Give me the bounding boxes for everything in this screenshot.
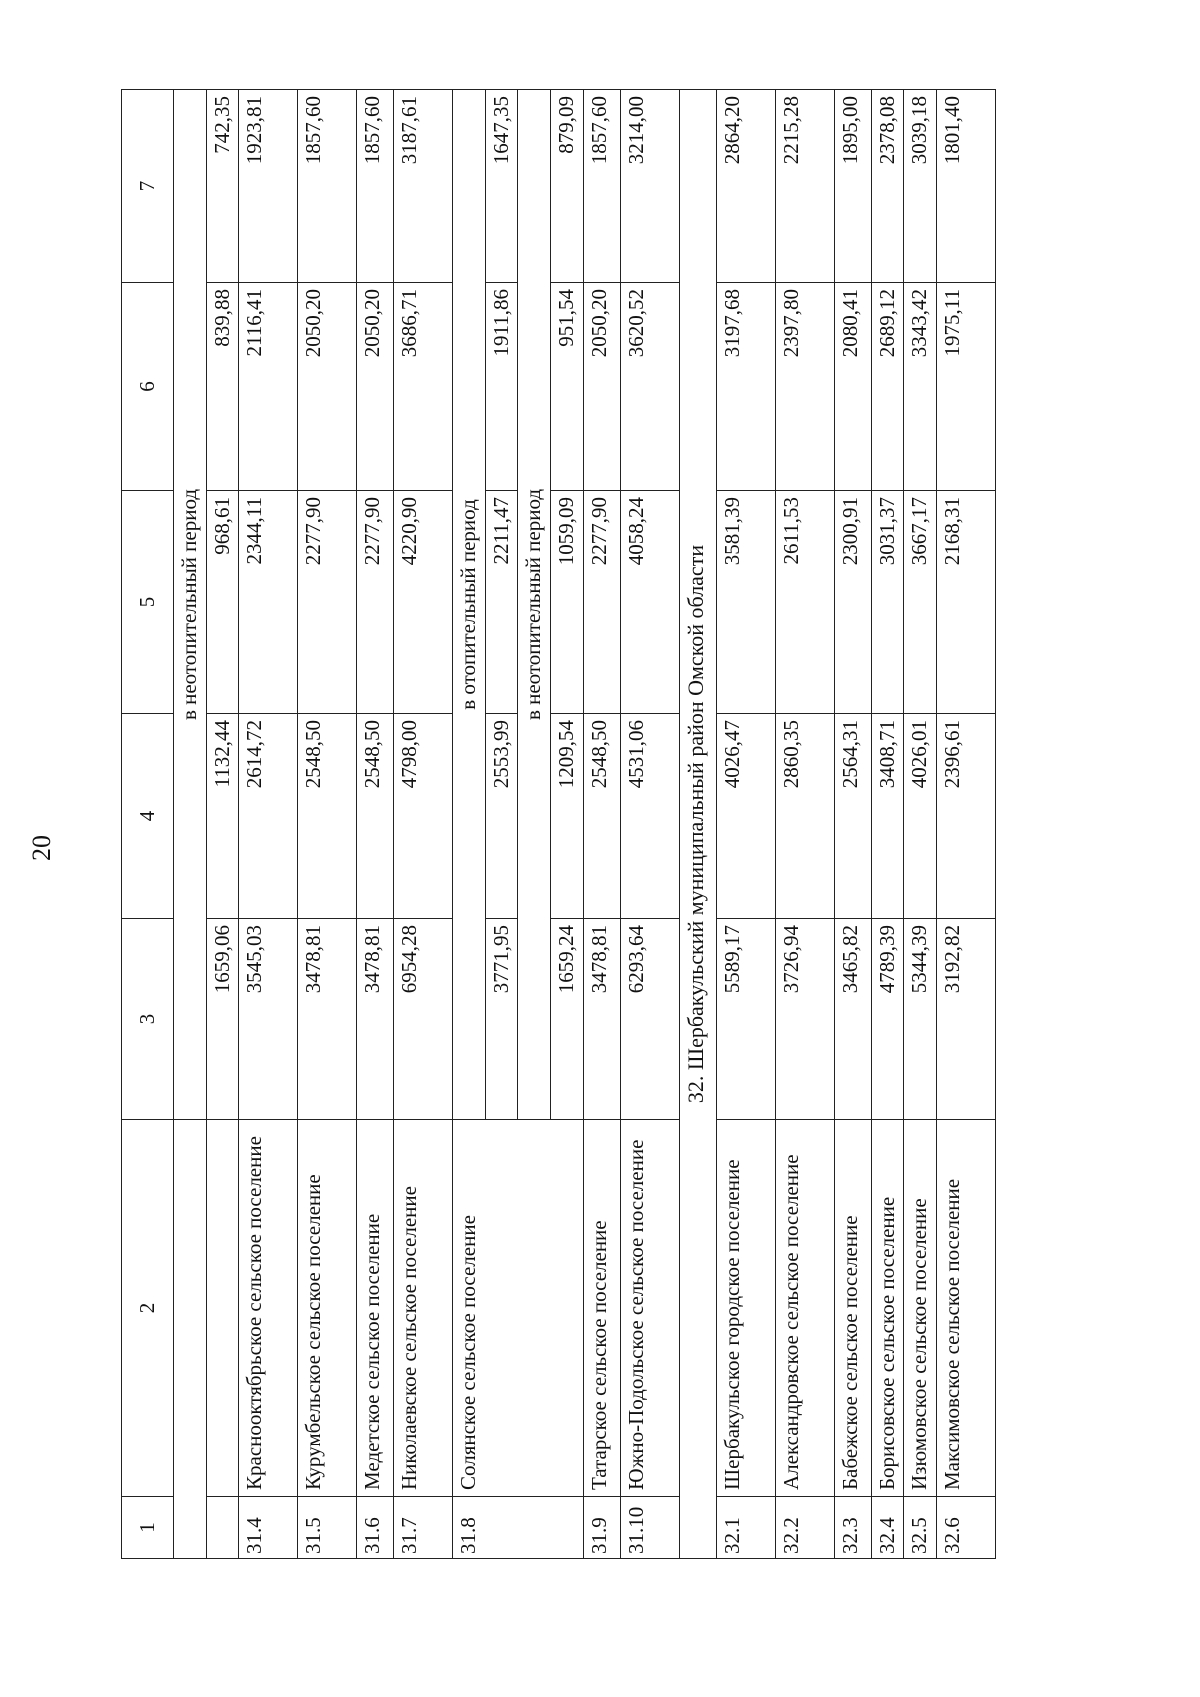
value-cell: 3478,81 bbox=[298, 919, 357, 1120]
value-cell: 3192,82 bbox=[936, 919, 995, 1120]
value-cell: 1801,40 bbox=[936, 90, 995, 283]
value-cell: 3686,71 bbox=[394, 283, 453, 491]
value-cell: 4220,90 bbox=[394, 491, 453, 714]
value-cell: 951,54 bbox=[551, 283, 584, 491]
value-cell: 6954,28 bbox=[394, 919, 453, 1120]
row-code: 32.3 bbox=[834, 1497, 871, 1559]
value-cell: 3667,17 bbox=[904, 491, 937, 714]
settlement-name: Николаевское сельское поселение bbox=[394, 1120, 453, 1497]
section-row bbox=[679, 90, 716, 1559]
value-cell: 6293,64 bbox=[620, 919, 679, 1120]
value-cell: 2050,20 bbox=[583, 283, 620, 491]
column-header: 4 bbox=[122, 714, 174, 919]
settlement-name: Изюмовское сельское поселение bbox=[904, 1120, 937, 1497]
table-row bbox=[394, 90, 453, 1559]
settlement-name: Солянское сельское поселение bbox=[453, 1120, 583, 1497]
value-cell: 2116,41 bbox=[239, 283, 298, 491]
value-cell: 2397,80 bbox=[775, 283, 834, 491]
value-cell: 3408,71 bbox=[871, 714, 904, 919]
value-cell: 4531,06 bbox=[620, 714, 679, 919]
empty-cell bbox=[174, 1120, 207, 1559]
value-cell: 2378,08 bbox=[871, 90, 904, 283]
row-code: 31.4 bbox=[239, 1497, 298, 1559]
row-code: 32.1 bbox=[716, 1497, 775, 1559]
value-cell: 2300,91 bbox=[834, 491, 871, 714]
value-cell: 2564,31 bbox=[834, 714, 871, 919]
row-code: 31.8 bbox=[453, 1497, 583, 1559]
value-cell: 2080,41 bbox=[834, 283, 871, 491]
header-row bbox=[122, 90, 174, 1559]
value-cell: 3031,37 bbox=[871, 491, 904, 714]
period-label: в отопительный период bbox=[453, 90, 486, 1120]
value-cell: 2050,20 bbox=[298, 283, 357, 491]
row-code: 32.4 bbox=[871, 1497, 904, 1559]
column-header: 2 bbox=[122, 1120, 174, 1497]
table-row bbox=[239, 90, 298, 1559]
row-code: 31.9 bbox=[583, 1497, 620, 1559]
settlement-name: Шербакульское городское поселение bbox=[716, 1120, 775, 1497]
value-cell: 3581,39 bbox=[716, 491, 775, 714]
value-cell: 1209,54 bbox=[551, 714, 584, 919]
value-cell: 2277,90 bbox=[298, 491, 357, 714]
value-cell: 1132,44 bbox=[206, 714, 239, 919]
value-cell: 1659,06 bbox=[206, 919, 239, 1120]
tariff-table bbox=[121, 89, 996, 1559]
settlement-name: Курумбельское сельское поселение bbox=[298, 1120, 357, 1497]
table-row bbox=[871, 90, 904, 1559]
row-code: 31.6 bbox=[357, 1497, 394, 1559]
value-cell: 2689,12 bbox=[871, 283, 904, 491]
settlement-name: Борисовское сельское поселение bbox=[871, 1120, 904, 1497]
settlement-name bbox=[206, 1120, 239, 1497]
value-cell: 2215,28 bbox=[775, 90, 834, 283]
value-cell: 3187,61 bbox=[394, 90, 453, 283]
value-cell: 2553,99 bbox=[485, 714, 518, 919]
value-cell: 4026,01 bbox=[904, 714, 937, 919]
value-cell: 2860,35 bbox=[775, 714, 834, 919]
row-code: 32.6 bbox=[936, 1497, 995, 1559]
table-row bbox=[583, 90, 620, 1559]
table-row bbox=[936, 90, 995, 1559]
row-code: 31.5 bbox=[298, 1497, 357, 1559]
value-cell: 2050,20 bbox=[357, 283, 394, 491]
value-cell: 3726,94 bbox=[775, 919, 834, 1120]
settlement-name: Татарское сельское поселение bbox=[583, 1120, 620, 1497]
value-cell: 4058,24 bbox=[620, 491, 679, 714]
row-code: 31.10 bbox=[620, 1497, 679, 1559]
column-header: 6 bbox=[122, 283, 174, 491]
value-cell: 1857,60 bbox=[583, 90, 620, 283]
value-cell: 2277,90 bbox=[583, 491, 620, 714]
rotated-table-container bbox=[121, 90, 1034, 1559]
value-cell: 2168,31 bbox=[936, 491, 995, 714]
row-code: 32.2 bbox=[775, 1497, 834, 1559]
table-row bbox=[620, 90, 679, 1559]
column-header: 1 bbox=[122, 1497, 174, 1559]
section-title: 32. Шербакульский муниципальный район Омской области bbox=[679, 90, 716, 1559]
value-cell: 4789,39 bbox=[871, 919, 904, 1120]
value-cell: 2548,50 bbox=[583, 714, 620, 919]
value-cell: 3478,81 bbox=[357, 919, 394, 1120]
value-cell: 5344,39 bbox=[904, 919, 937, 1120]
value-cell: 3620,52 bbox=[620, 283, 679, 491]
row-code bbox=[206, 1497, 239, 1559]
settlement-name: Александровское сельское поселение bbox=[775, 1120, 834, 1497]
value-cell: 2611,53 bbox=[775, 491, 834, 714]
value-cell: 742,35 bbox=[206, 90, 239, 283]
table-row bbox=[834, 90, 871, 1559]
table-row bbox=[357, 90, 394, 1559]
value-cell: 1647,35 bbox=[485, 90, 518, 283]
table-row bbox=[775, 90, 834, 1559]
value-cell: 3465,82 bbox=[834, 919, 871, 1120]
value-cell: 2614,72 bbox=[239, 714, 298, 919]
value-cell: 1975,11 bbox=[936, 283, 995, 491]
value-cell: 2548,50 bbox=[357, 714, 394, 919]
value-cell: 2864,20 bbox=[716, 90, 775, 283]
value-cell: 5589,17 bbox=[716, 919, 775, 1120]
settlement-name: Максимовское сельское поселение bbox=[936, 1120, 995, 1497]
value-cell: 879,09 bbox=[551, 90, 584, 283]
row-code: 32.5 bbox=[904, 1497, 937, 1559]
value-cell: 3197,68 bbox=[716, 283, 775, 491]
value-cell: 2277,90 bbox=[357, 491, 394, 714]
value-cell: 2548,50 bbox=[298, 714, 357, 919]
table-row bbox=[298, 90, 357, 1559]
value-cell: 3771,95 bbox=[485, 919, 518, 1120]
settlement-name: Южно-Подольское сельское поселение bbox=[620, 1120, 679, 1497]
value-cell: 839,88 bbox=[206, 283, 239, 491]
value-cell: 4026,47 bbox=[716, 714, 775, 919]
page-number: 20 bbox=[27, 835, 56, 861]
period-label: в неотопительный период bbox=[518, 90, 551, 1120]
period-label: в неотопительный период bbox=[174, 90, 207, 1120]
value-cell: 1911,86 bbox=[485, 283, 518, 491]
table-row bbox=[716, 90, 775, 1559]
table-row bbox=[904, 90, 937, 1559]
value-cell: 1857,60 bbox=[357, 90, 394, 283]
value-cell: 3545,03 bbox=[239, 919, 298, 1120]
column-header: 7 bbox=[122, 90, 174, 283]
settlement-name: Медетское сельское поселение bbox=[357, 1120, 394, 1497]
value-cell: 1923,81 bbox=[239, 90, 298, 283]
value-cell: 3214,00 bbox=[620, 90, 679, 283]
value-cell: 2211,47 bbox=[485, 491, 518, 714]
table-row bbox=[206, 90, 239, 1559]
column-header: 3 bbox=[122, 919, 174, 1120]
row-code: 31.7 bbox=[394, 1497, 453, 1559]
value-cell: 1895,00 bbox=[834, 90, 871, 283]
value-cell: 2396,61 bbox=[936, 714, 995, 919]
value-cell: 2344,11 bbox=[239, 491, 298, 714]
settlement-name: Бабежское сельское поселение bbox=[834, 1120, 871, 1497]
value-cell: 1059,09 bbox=[551, 491, 584, 714]
settlement-name: Краснооктябрьское сельское поселение bbox=[239, 1120, 298, 1497]
period-row bbox=[174, 90, 207, 1559]
table-body bbox=[122, 90, 996, 1559]
column-header: 5 bbox=[122, 491, 174, 714]
period-row bbox=[453, 90, 486, 1559]
value-cell: 968,61 bbox=[206, 491, 239, 714]
value-cell: 1857,60 bbox=[298, 90, 357, 283]
value-cell: 3478,81 bbox=[583, 919, 620, 1120]
value-cell: 3343,42 bbox=[904, 283, 937, 491]
value-cell: 4798,00 bbox=[394, 714, 453, 919]
value-cell: 1659,24 bbox=[551, 919, 584, 1120]
value-cell: 3039,18 bbox=[904, 90, 937, 283]
